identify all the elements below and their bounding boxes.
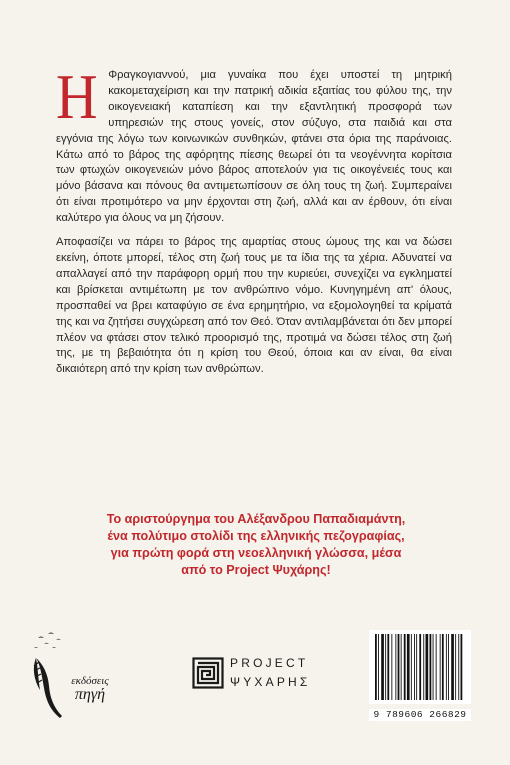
synopsis (56, 61, 452, 386)
project-subtitle: ΨΥΧΑΡΗΣ (230, 675, 311, 689)
synopsis-paragraph-1 (56, 61, 452, 227)
quill-birds-logo-icon (30, 628, 106, 720)
tagline-line: ένα πολύτιμο στολίδι της ελληνικής πεζογραφίας, (107, 529, 405, 543)
tagline-line: από το Project Ψυχάρης! (181, 563, 331, 577)
publisher-name (60, 675, 120, 703)
publisher-line-1: εκδόσεις (71, 675, 109, 687)
greek-key-logo-icon (192, 657, 224, 689)
tagline-line: για πρώτη φορά στη νεοελληνική γλώσσα, μέσα (110, 546, 402, 560)
publisher-line-2: πηγή (74, 686, 106, 703)
paragraph-1-text: Φραγκογιαννού, μια γυναίκα που έχει υποστεί τη μητρική κακομεταχείριση και την πατρική αδικία εξαιτίας του φύλου της, την οικογενειακή καταπίεση και την εξαντλητική προσφορά των υπηρεσιών της στους γονείς, στον σύζυγο, στα παιδιά και στα εγγόνια της λόγω των κοινωνικών συνθηκών, φτάνει στα όρια της παράνοιας. Κάτω από το βάρος της αφόρητης πίεσης θεωρεί ότι τα νεογέννητα κορίτσια των φτωχών οικογενειών μόνο βάρος αποτελούν για τις οικογένειές τους και μόνο βάσανα και πόνους θα αντιμετωπίσουν σε όλη τους τη ζωή. Συμπεραίνει ότι είναι προτιμότερο να μην έρχονται στη ζωή, αλλά και αν έρθουν, ότι είναι καλύτερο για όλους να μη ζήσουν. (56, 69, 452, 225)
project-title: PROJECT (230, 656, 309, 670)
barcode-number: 9 789606 266829 (369, 709, 471, 721)
drop-cap: Η (56, 61, 98, 132)
isbn-barcode (369, 630, 471, 718)
barcode-icon (369, 630, 471, 704)
promo-tagline (56, 511, 456, 579)
tagline-line: Το αριστούργημα του Αλέξανδρου Παπαδιαμάντη, (106, 512, 406, 526)
synopsis-paragraph-2: Αποφασίζει να πάρει το βάρος της αμαρτίας στους ώμους της και να δώσει εκείνη, όποτε μπορεί, τέλος στη ζωή τους με τα ίδια της τα χέρια. Αδυνατεί να απαλλαγεί από την παράφορη ορμή που την κυριεύει, συνεχίζει να εγκληματεί και βρίσκεται αντιμέτωπη με τον ανθρώπινο νόμο. Κυνηγημένη απ' όλους, προσπαθεί να βρει καταφύγιο σε ένα ερημητήριο, να εξομολογηθεί τα κρίματά της και να ζητήσει συγχώρεση από τον Θεό. Όταν αντιλαμβάνεται ότι δεν μπορεί πλέον να φτάσει στον τελικό προορισμό της, προτιμά να δώσει τέλος στη ζωή της, με τη βεβαιότητα ότι η κρίση του Θεού, όποια και αν είναι, θα είναι δικαιότερη από την κρίση των ανθρώπων. (56, 236, 452, 376)
